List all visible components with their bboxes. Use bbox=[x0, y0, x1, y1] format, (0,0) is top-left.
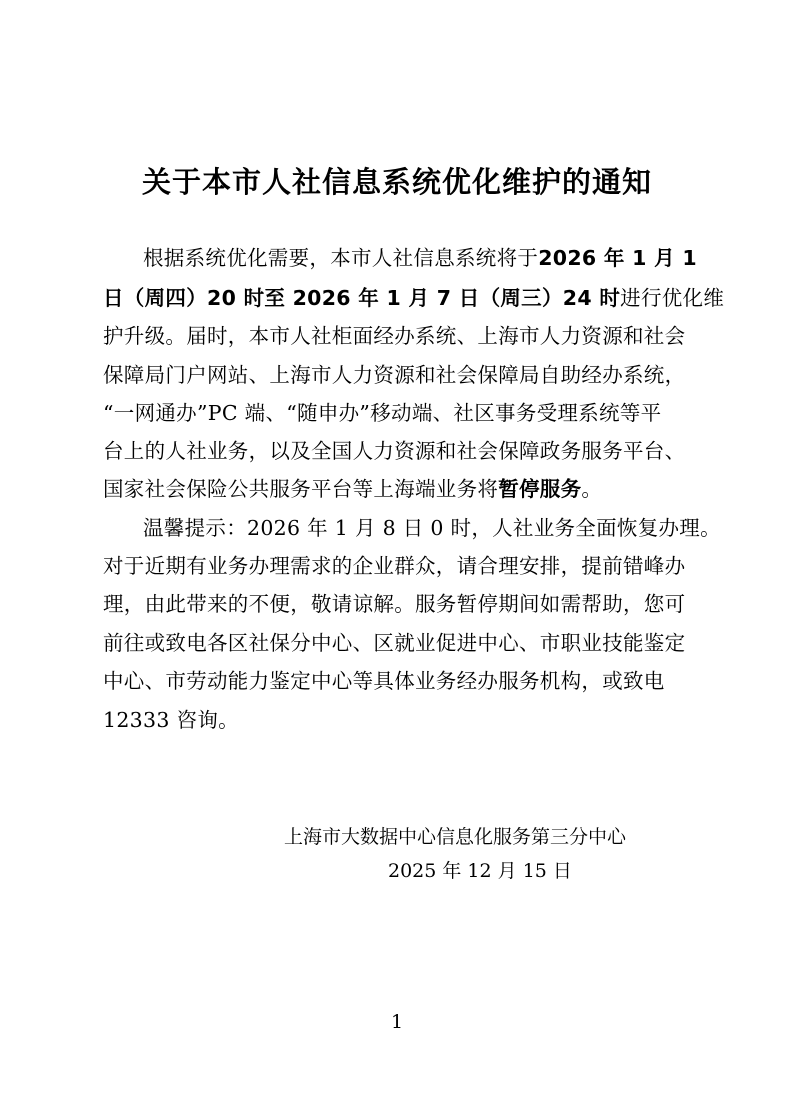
paragraph-line: 日（周四）20 时至 2026 年 1 月 7 日（周三）24 时进行优化维 bbox=[103, 286, 725, 310]
paragraph-line: 根据系统优化需要，本市人社信息系统将于2026 年 1 月 1 bbox=[143, 246, 697, 270]
date-range-text: 日（周四）20 时至 2026 年 1 月 7 日（周三）24 时 bbox=[103, 286, 621, 310]
notice-title: 关于本市人社信息系统优化维护的通知 bbox=[141, 165, 652, 199]
paragraph-line: 理，由此带来的不便，敬请谅解。服务暂停期间如需帮助，您可 bbox=[103, 592, 686, 616]
paragraph-line: 温馨提示：2026 年 1 月 8 日 0 时，人社业务全面恢复办理。 bbox=[143, 516, 721, 540]
page-number: 1 bbox=[390, 1011, 404, 1033]
paragraph-line: 前往或致电各区社保分中心、区就业促进中心、市职业技能鉴定 bbox=[103, 631, 686, 655]
paragraph-line: 保障局门户网站、上海市人力资源和社会保障局自助经办系统， bbox=[103, 363, 686, 387]
paragraph-line: 对于近期有业务办理需求的企业群众，请合理安排，提前错峰办 bbox=[103, 554, 686, 578]
paragraph-line: 国家社会保险公共服务平台等上海端业务将暂停服务。 bbox=[103, 477, 603, 501]
suspension-emphasis: 暂停服务 bbox=[498, 477, 582, 501]
paragraph-line: 12333 咨询。 bbox=[103, 708, 239, 732]
date-range-start: 2026 年 1 月 1 bbox=[538, 246, 697, 270]
paragraph-line: 台上的人社业务，以及全国人力资源和社会保障政务服务平台、 bbox=[103, 439, 686, 463]
signature-date: 2025 年 12 月 15 日 bbox=[388, 860, 572, 882]
signature-organization: 上海市大数据中心信息化服务第三分中心 bbox=[284, 826, 627, 848]
paragraph-line: “一网通办”PC 端、“随申办”移动端、社区事务受理系统等平 bbox=[103, 401, 662, 425]
paragraph-line: 中心、市劳动能力鉴定中心等具体业务经办服务机构，或致电 bbox=[103, 669, 665, 693]
paragraph-line: 护升级。届时，本市人社柜面经办系统、上海市人力资源和社会 bbox=[103, 324, 686, 348]
